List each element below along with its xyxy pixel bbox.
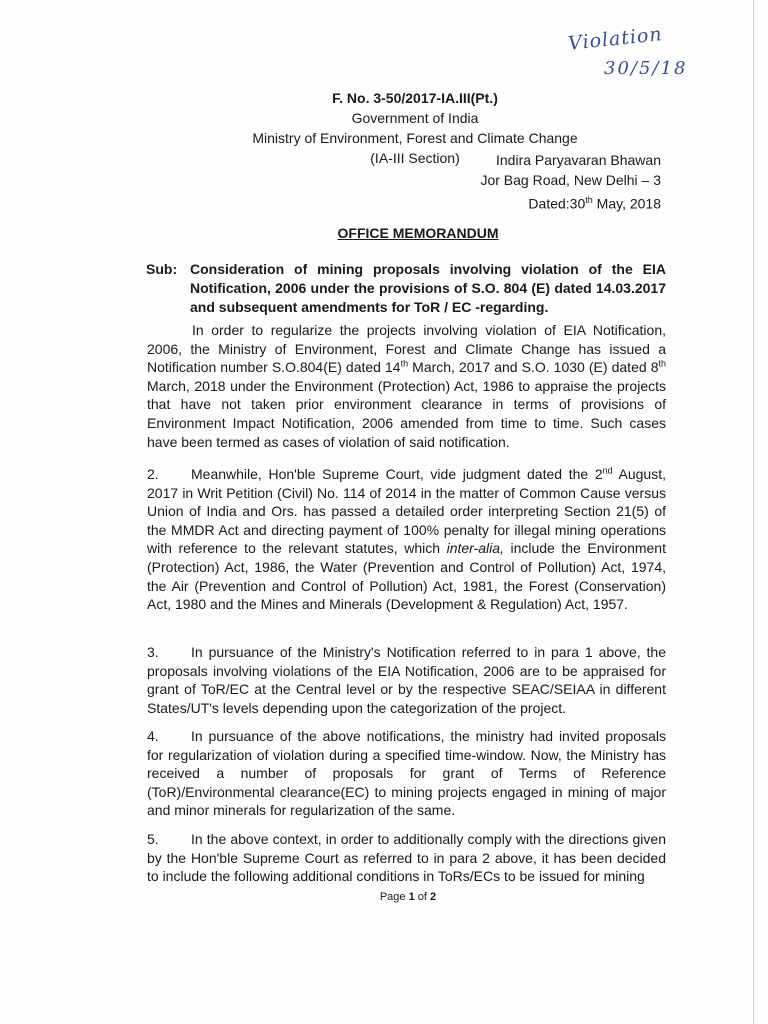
memo-title: OFFICE MEMORANDUM bbox=[337, 225, 499, 241]
subject-text: Consideration of mining proposals involving violation of the EIA Notification, 2006 under the provisions of S.O. 804 (E) dated 14.03.2017 and subsequent amendments for ToR / EC -regarding. bbox=[190, 261, 666, 315]
address-line2: Jor Bag Road, New Delhi – 3 bbox=[480, 172, 661, 188]
address-line1: Indira Paryavaran Bhawan bbox=[496, 152, 661, 168]
subject-label: Sub: bbox=[146, 261, 178, 277]
handwritten-note-line2: 30/5/18 bbox=[604, 58, 688, 79]
dated-line: Dated:30th May, 2018 bbox=[528, 195, 661, 212]
government-line: Government of India bbox=[351, 110, 479, 126]
paragraph-3-number: 3. bbox=[147, 644, 159, 660]
address-block bbox=[480, 150, 661, 214]
file-number: F. No. 3-50/2017-IA.III(Pt.) bbox=[332, 90, 498, 106]
paragraph-2: 2. Meanwhile, Hon'ble Supreme Court, vide judgment dated the 2nd August, 2017 in Writ Petition (Civil) No. 114 of 2014 in the matter of Common Cause versus Union of India and Ors. has passed a detailed order interpreting Section 21(5) of the MMDR Act and directing payment of 100% penalty for illegal mining operations with reference to the relevant statutes, which inter-alia, include the Environment (Protection) Act, 1986, the Water (Prevention and Control of Pollution) Act, 1974, the Air (Prevention and Control of Pollution) Act, 1981, the Forest (Conservation) Act, 1980 and the Mines and Minerals (Development & Regulation) Act, 1957. bbox=[147, 465, 667, 613]
paragraph-1: In order to regularize the projects involving violation of EIA Notification, 2006, the Ministry of Environment, Forest and Climate Change has issued a Notification number S.O.804(E) dated 14th March, 2017 and S.O. 1030 (E) dated 8th March, 2018 under the Environment (Protection) Act, 1986 to appraise the projects that have not taken prior environment clearance in terms of provisions of Environment Impact Notification, 2006 amended from time to time. Such cases have been termed as cases of violation of said notification. bbox=[147, 322, 666, 450]
paragraph-5: 5. In the above context, in order to additionally comply with the directions given by the Hon'ble Supreme Court as referred to in para 2 above, it has been decided to include the following additional conditions in ToRs/ECs to be issued for mining bbox=[147, 831, 666, 885]
paragraph-5-number: 5. bbox=[147, 831, 159, 847]
paragraph-4-number: 4. bbox=[147, 728, 159, 744]
page-footer: Page 1 of 2 bbox=[379, 891, 437, 903]
page-edge-line bbox=[753, 0, 754, 1024]
section-line: (IA-III Section) bbox=[370, 150, 460, 166]
handwritten-note-line1: Violation bbox=[567, 23, 664, 55]
paragraph-2-number: 2. bbox=[147, 466, 159, 482]
handwritten-note bbox=[560, 23, 710, 88]
subject-block bbox=[146, 260, 666, 317]
ministry-line: Ministry of Environment, Forest and Climate Change bbox=[252, 130, 578, 146]
paragraph-3: 3. In pursuance of the Ministry's Notification referred to in para 1 above, the proposals involving violations of the EIA Notification, 2006 are to be appraised for grant of ToR/EC at the Central level or by the respective SEAC/SEIAA in different States/UT's levels depending upon the categorization of the project. bbox=[147, 644, 666, 716]
paragraph-4: 4. In pursuance of the above notifications, the ministry had invited proposals for regularization of violation during a specified time-window. Now, the Ministry has received a number of proposals for grant of Terms of Reference (ToR)/Environmental clearance(EC) to mining projects engaged in mining of major and minor minerals for regularization of the same. bbox=[147, 728, 666, 819]
